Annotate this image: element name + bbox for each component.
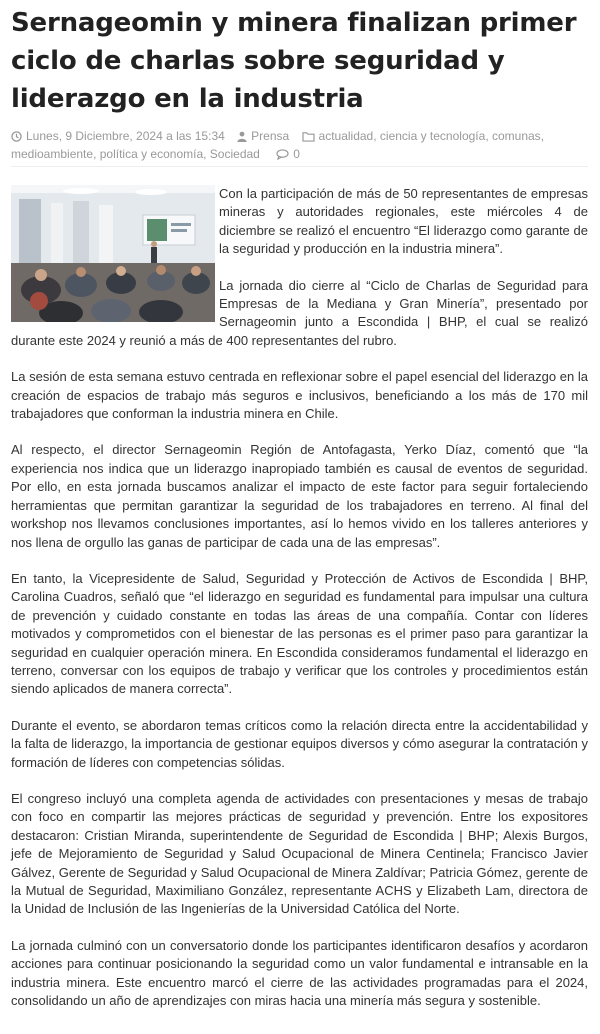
article-meta [11,127,588,167]
conference-photo-illustration [11,185,215,322]
article-title: Sernageomin y minera finalizan primer ciclo de charlas sobre seguridad y liderazgo en la industria [11,8,577,114]
category-link[interactable]: comunas [491,129,541,143]
comment-icon [276,149,289,160]
article-page [0,4,600,1010]
article-paragraph: La sesión de esta semana estuvo centrada en reflexionar sobre el papel esencial del liderazgo en la creación de espacios de trabajo más seguros e inclusivos, beneficiando a los más de 170 mil trabajadores que conforman la industria minera en Chile. [11,369,588,422]
article-paragraph: El congreso incluyó una completa agenda de actividades con presentaciones y mesas de trabajo con foco en compartir las mejores prácticas de seguridad y prevención. Entre los expositores destacaron: Cristian Miranda, superintendente de Seguridad de Escondida | BHP; Alexis Burgos, jefe de Mejoramiento de Seguridad y Salud Ocupacional de Minera Centinela; Francisco Javier Gálvez, Gerente de Seguridad y Salud Ocupacional de Minera Zaldívar; Patricia Gómez, gerente de la Mutual de Seguridad, Maximiliano González, representante ACHS y Elizabeth Lam, directora de la Unidad de Inclusión de las Ingenierías de la Universidad Católica del Norte. [11,790,588,917]
meta-categories: actualidad, ciencia y tecnología, comunas, medioambiente, política y economía, Sociedad [11,129,545,161]
comments-count[interactable]: 0 [293,147,300,161]
article-paragraph: La jornada dio cierre al “Ciclo de Charlas de Seguridad para Empresas de la Mediana y Gran Minería”, presentado por Sernageomin junto a Escondida | BHP, el cual se realizó durante este 2024 y reunió a más de 400 representantes del rubro. [11,277,588,348]
folder-icon [302,131,315,142]
article-paragraph: La jornada culminó con un conversatorio donde los participantes identificaron desafíos y acordaron acciones para continuar posicionando la seguridad como un valor fundamental e intransable en la industria minera. Este encuentro marcó el cierre de las actividades programadas para el 2024, consolidando un año de aprendizajes con miras hacia una minería más segura y sostenible. [11,937,588,1009]
user-icon [237,131,247,142]
clock-icon [11,131,22,142]
category-link[interactable]: medioambiente [11,147,94,161]
meta-date-text: Lunes, 9 Diciembre, 2024 a las 15:34 [26,129,225,143]
article-paragraph: Al respecto, el director Sernageomin Región de Antofagasta, Yerko Díaz, comentó que “la experiencia nos indica que un liderazgo inapropiado también es causal de eventos de seguridad. Por ello, en esta jornada buscamos analizar el impacto de este factor para seguir fortaleciendo herramientas que permitan garantizar la seguridad de los trabajadores en terreno. Al final del workshop nos llevamos conclusiones importantes, así lo hemos vivido en los talleres anteriores y nos llena de orgullo las ganas de participar de cada una de las empresas”. [11,442,588,550]
meta-author[interactable] [237,129,292,143]
meta-comments[interactable] [276,147,300,161]
article-paragraph: Durante el evento, se abordaron temas críticos como la relación directa entre la accidentabilidad y la falta de liderazgo, la importancia de gestionar equipos diversos y cómo asegurar la contratación y formación de líderes con competencias sólidas. [11,717,588,770]
article-photo [11,185,215,322]
article-body [11,185,588,1010]
category-link[interactable]: actualidad [318,129,374,143]
article-paragraph: En tanto, la Vicepresidente de Salud, Seguridad y Protección de Activos de Escondida | BHP, Carolina Cuadros, señaló que “el liderazgo en seguridad es fundamental para impulsar una cultura de prevención y cuidado constante en todas las áreas de una compañía. Contar con líderes motivados y comprometidos con el bienestar de las personas es el primer paso para garantizar la seguridad en cualquier operación minera. En Escondida consideramos fundamental el liderazgo en terreno, conversar con los equipos de trabajo y verificar que los controles y procedimientos están siendo aplicados de manera correcta”. [11,570,588,697]
meta-author-link[interactable]: Prensa [251,129,290,143]
article-paragraph: Con la participación de más de 50 representantes de empresas mineras y autoridades regionales, este miércoles 4 de diciembre se realizó el encuentro “El liderazgo como garante de la seguridad y producción en la industria minera”. [219,186,588,257]
category-link[interactable]: política y economía [99,147,204,161]
meta-date [11,129,228,143]
category-link[interactable]: ciencia y tecnología [379,129,486,143]
category-link[interactable]: Sociedad [209,147,260,161]
